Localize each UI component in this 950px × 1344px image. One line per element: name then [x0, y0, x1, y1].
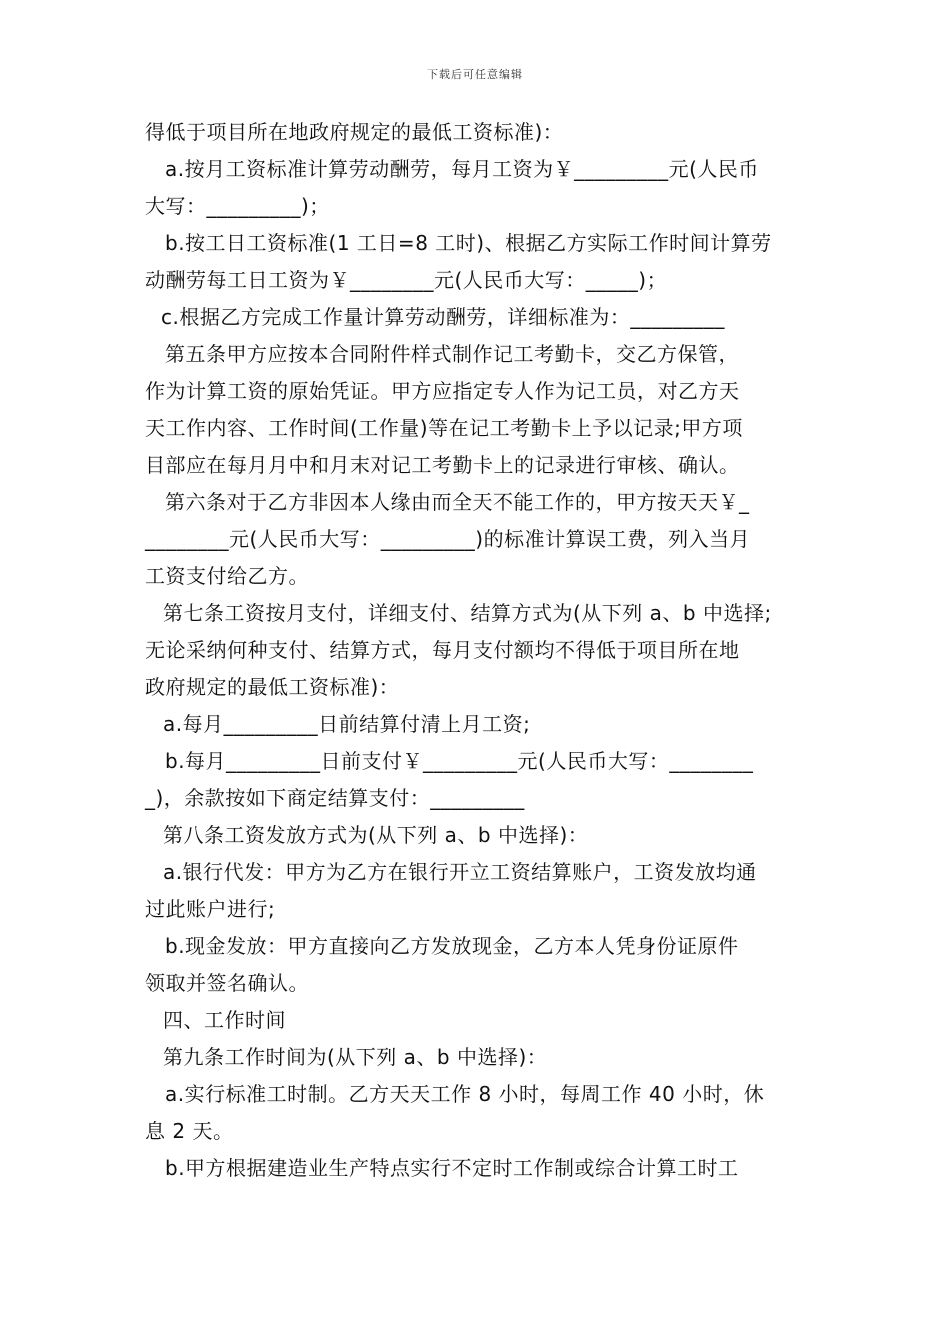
text-line: a.按月工资标准计算劳动酬劳，每月工资为￥_________元(人民币	[165, 157, 759, 181]
text-line: 四、工作时间	[163, 1008, 286, 1032]
text-line: b.按工日工资标准(1 工日=8 工时)、根据乙方实际工作时间计算劳	[165, 231, 772, 255]
text-line: 无论采纳何种支付、结算方式，每月支付额均不得低于项目所在地	[145, 638, 740, 662]
text-line: 工资支付给乙方。	[145, 564, 309, 588]
text-line: b.甲方根据建造业生产特点实行不定时工作制或综合计算工时工	[165, 1156, 739, 1180]
document-body	[145, 114, 813, 1187]
text-line: a.实行标准工时制。乙方天天工作 8 小时，每周工作 40 小时，休	[165, 1082, 765, 1106]
text-line: b.每月_________日前支付￥_________元(人民币大写：________	[165, 749, 754, 773]
text-line: 第六条对于乙方非因本人缘由而全天不能工作的，甲方按天天￥_	[165, 490, 750, 514]
text-line: 得低于项目所在地政府规定的最低工资标准)：	[145, 120, 564, 144]
text-line: 领取并签名确认。	[145, 971, 309, 995]
text-line: 大写：_________)；	[145, 194, 330, 218]
text-line: 息 2 天。	[145, 1119, 234, 1143]
text-line: 作为计算工资的原始凭证。甲方应指定专人作为记工员，对乙方天	[145, 379, 740, 403]
text-line: 第八条工资发放方式为(从下列 a、b 中选择)：	[163, 823, 589, 847]
text-line: ________元(人民币大写：_________)的标准计算误工费，列入当月	[145, 527, 751, 551]
page-header: 下载后可任意编辑	[427, 68, 523, 81]
text-line: b.现金发放：甲方直接向乙方发放现金，乙方本人凭身份证原件	[165, 934, 739, 958]
text-line: c.根据乙方完成工作量计算劳动酬劳，详细标准为：_________	[161, 305, 725, 329]
text-line: 第七条工资按月支付，详细支付、结算方式为(从下列 a、b 中选择;	[163, 601, 772, 625]
text-line: 第九条工作时间为(从下列 a、b 中选择)：	[163, 1045, 548, 1069]
text-line: 第五条甲方应按本合同附件样式制作记工考勤卡，交乙方保管，	[165, 342, 739, 366]
text-line: 目部应在每月月中和月末对记工考勤卡上的记录进行审核、确认。	[145, 453, 740, 477]
text-line: _)，余款按如下商定结算支付：_________	[145, 786, 525, 810]
text-line: a.每月_________日前结算付清上月工资;	[163, 712, 531, 736]
text-line: 天工作内容、工作时间(工作量)等在记工考勤卡上予以记录;甲方项	[145, 416, 743, 440]
text-line: 政府规定的最低工资标准)：	[145, 675, 400, 699]
text-line: 动酬劳每工日工资为￥________元(人民币大写：_____)；	[145, 268, 668, 292]
text-line: a.银行代发：甲方为乙方在银行开立工资结算账户，工资发放均通	[163, 860, 757, 884]
text-line: 过此账户进行;	[145, 897, 276, 921]
